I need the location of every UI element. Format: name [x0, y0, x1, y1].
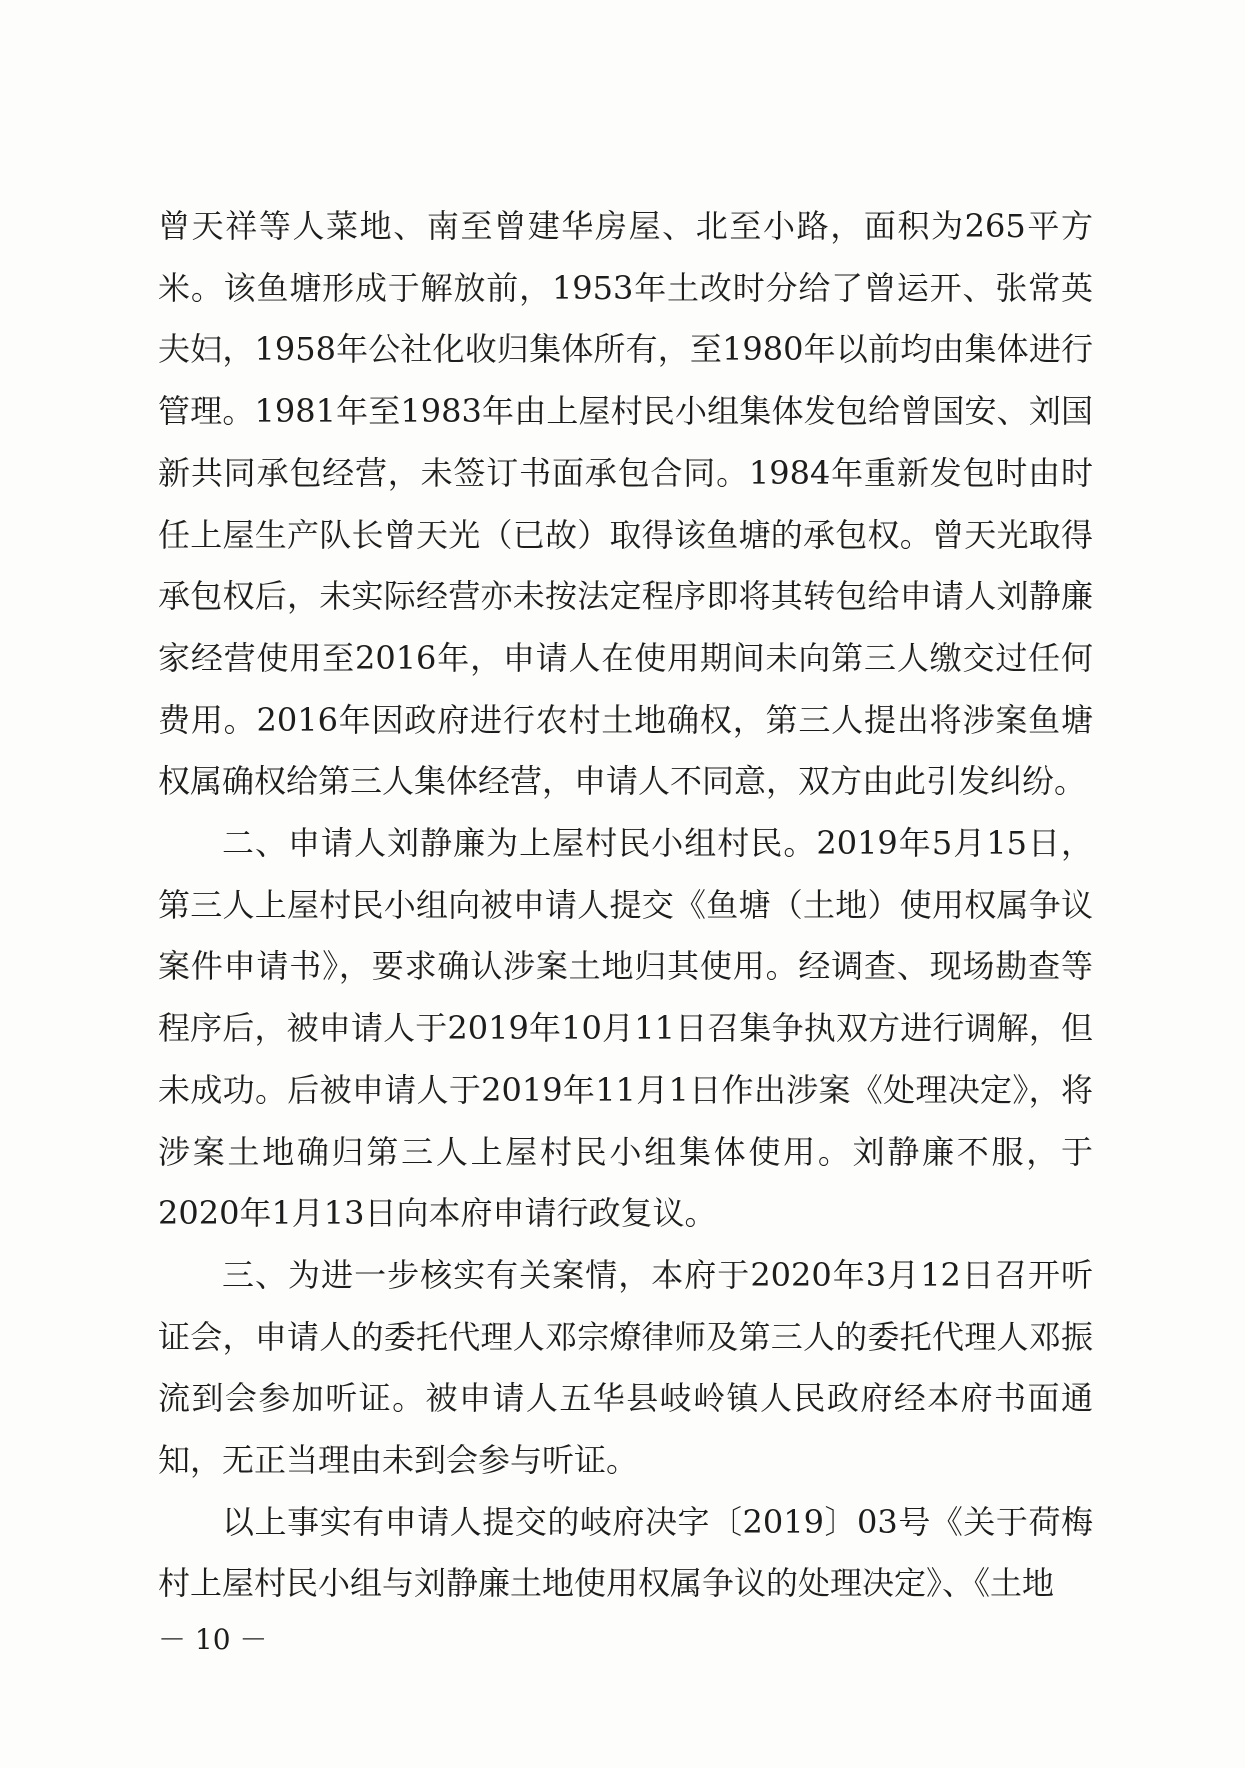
page-number: － 10 － — [158, 1623, 268, 1656]
paragraph-three: 三、为进一步核实有关案情，本府于2020年3月12日召开听证会，申请人的委托代理人邓宗燎律师及第三人的委托代理人邓振流到会参加听证。被申请人五华县岐岭镇人民政府经本府书面通知，无正当理由未到会参与听证。 — [158, 1255, 1093, 1480]
paragraph-two: 二、申请人刘静廉为上屋村民小组村民。2019年5月15日，第三人上屋村民小组向被申请人提交《鱼塘（土地）使用权属争议案件申请书》，要求确认涉案土地归其使用。经调查、现场勘查等程序后，被申请人于2019年10月11日召集争执双方进行调解，但未成功。后被申请人于2019年11月1日作出涉案《处理决定》，将涉案土地确归第三人上屋村民小组集体使用。刘静廉不服，于2020年1月13日向本府申请行政复议。 — [158, 824, 1093, 1233]
paragraph-continuation: 曾天祥等人菜地、南至曾建华房屋、北至小路，面积为265平方米。该鱼塘形成于解放前，1953年土改时分给了曾运开、张常英夫妇，1958年公社化收归集体所有，至1980年以前均由集体进行管理。1981年至1983年由上屋村民小组集体发包给曾国安、刘国新共同承包经营，未签订书面承包合同。1984年重新发包时由时任上屋生产队长曾天光（已故）取得该鱼塘的承包权。曾天光取得承包权后，未实际经营亦未按法定程序即将其转包给申请人刘静廉家经营使用至2016年，申请人在使用期间未向第三人缴交过任何费用。2016年因政府进行农村土地确权，第三人提出将涉案鱼塘权属确权给第三人集体经营，申请人不同意，双方由此引发纠纷。 — [158, 207, 1093, 801]
paragraph-evidence: 以上事实有申请人提交的岐府决字〔2019〕03号《关于荷梅村上屋村民小组与刘静廉土地使用权属争议的处理决定》、《土地 — [158, 1502, 1093, 1603]
document-body — [158, 196, 1093, 1615]
